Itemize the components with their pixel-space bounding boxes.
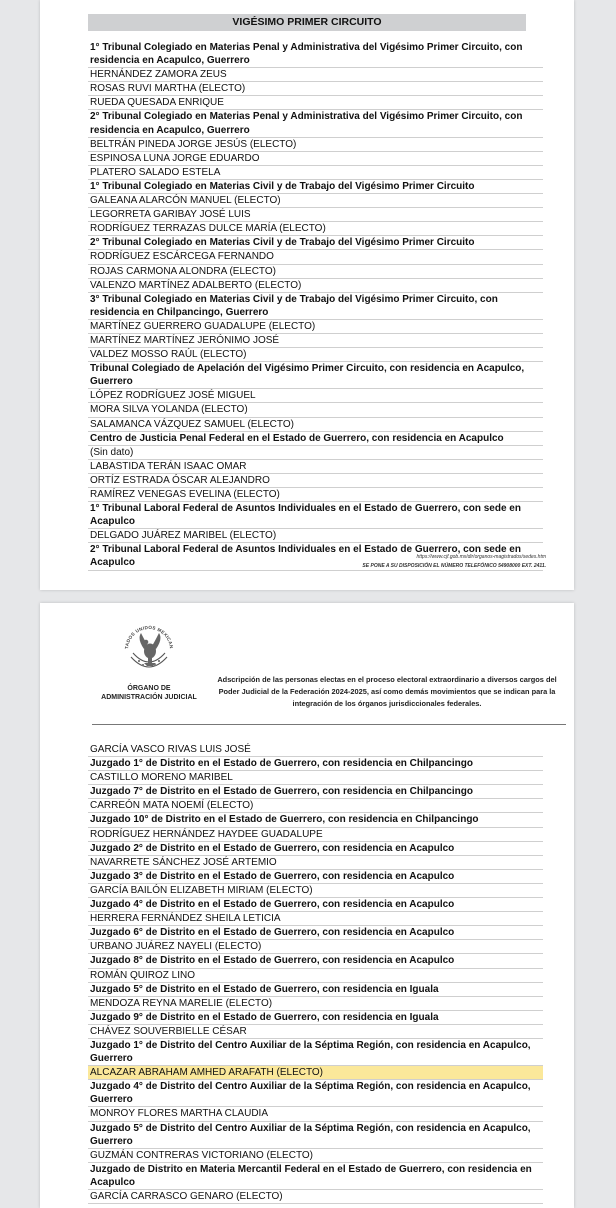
organization-name: ÓRGANO DE ADMINISTRACIÓN JUDICIAL xyxy=(101,685,197,701)
court-row: Tribunal Colegiado de Apelación del Vigésimo Primer Circuito, con residencia en Acapulco, Guerrero xyxy=(88,362,543,389)
court-row: 3° Tribunal Colegiado en Materias Civil y de Trabajo del Vigésimo Primer Circuito, con residencia en Chilpancingo, Guerrero xyxy=(88,293,543,320)
institution-logo xyxy=(96,619,202,702)
name-row: GARCÍA BAILÓN ELIZABETH MIRIAM (ELECTO) xyxy=(88,884,543,898)
name-row: HERNÁNDEZ ZAMORA ZEUS xyxy=(88,68,543,82)
name-row: MORA SILVA YOLANDA (ELECTO) xyxy=(88,403,543,417)
name-row: PLATERO SALADO ESTELA xyxy=(88,166,543,180)
name-row: RAMÍREZ VENEGAS EVELINA (ELECTO) xyxy=(88,488,543,502)
court-row: Juzgado 2° de Distrito en el Estado de Guerrero, con residencia en Acapulco xyxy=(88,842,543,856)
name-row: MARTÍNEZ GUERRERO GUADALUPE (ELECTO) xyxy=(88,320,543,334)
page-footer xyxy=(362,553,546,571)
footer-url: https://www.cjf.gob.mx/dir/organos-magistrados/sedes.htm xyxy=(416,554,546,560)
name-row: RODRÍGUEZ HERNÁNDEZ HAYDEE GUADALUPE xyxy=(88,828,543,842)
name-row: BELTRÁN PINEDA JORGE JESÚS (ELECTO) xyxy=(88,138,543,152)
name-row: LÓPEZ RODRÍGUEZ JOSÉ MIGUEL xyxy=(88,389,543,403)
court-row: Juzgado 10° de Distrito en el Estado de Guerrero, con residencia en Chilpancingo xyxy=(88,813,543,827)
name-row: RUEDA QUESADA ENRIQUE xyxy=(88,96,543,110)
name-row: URBANO JUÁREZ NAYELI (ELECTO) xyxy=(88,940,543,954)
name-row: HERRERA FERNÁNDEZ SHEILA LETICIA xyxy=(88,912,543,926)
name-row: RODRÍGUEZ TERRAZAS DULCE MARÍA (ELECTO) xyxy=(88,222,543,236)
court-row: Juzgado 1° de Distrito en el Estado de Guerrero, con residencia en Chilpancingo xyxy=(88,757,543,771)
name-row: LABASTIDA TERÁN ISAAC OMAR xyxy=(88,460,543,474)
name-row: CARREÓN MATA NOEMÍ (ELECTO) xyxy=(88,799,543,813)
name-row: RODRÍGUEZ ESCÁRCEGA FERNANDO xyxy=(88,250,543,264)
name-row: DELGADO JUÁREZ MARIBEL (ELECTO) xyxy=(88,529,543,543)
court-row: Juzgado 4° de Distrito del Centro Auxiliar de la Séptima Región, con residencia en Acapulco, Guerrero xyxy=(88,1080,543,1107)
document-page-1 xyxy=(40,0,574,590)
name-row: GARCÍA CARRASCO GENARO (ELECTO) xyxy=(88,1190,543,1204)
assignment-list xyxy=(88,743,543,1204)
court-row: Juzgado de Distrito en Materia Mercantil Federal en el Estado de Guerrero, con residencia en Acapulco xyxy=(88,1163,543,1190)
name-row: VALDEZ MOSSO RAÚL (ELECTO) xyxy=(88,348,543,362)
court-row: Juzgado 4° de Distrito en el Estado de Guerrero, con residencia en Acapulco xyxy=(88,898,543,912)
court-row: Juzgado 1° de Distrito del Centro Auxiliar de la Séptima Región, con residencia en Acapulco, Guerrero xyxy=(88,1039,543,1066)
name-row: MONROY FLORES MARTHA CLAUDIA xyxy=(88,1107,543,1121)
footer-note: SE PONE A SU DISPOSICIÓN EL NÚMERO TELEFÓNICO 54908000 EXT. 2411. xyxy=(362,563,546,569)
document-title: Adscripción de las personas electas en el proceso electoral extraordinario a diversos cargos del Poder Judicial de la Federación 2024-2025, así como demás movimientos que se indican para la integración de los órganos jurisdiccionales federales. xyxy=(217,675,557,708)
name-row: CASTILLO MORENO MARIBEL xyxy=(88,771,543,785)
court-row: 1° Tribunal Colegiado en Materias Civil y de Trabajo del Vigésimo Primer Circuito xyxy=(88,180,543,194)
name-row: MARTÍNEZ MARTÍNEZ JERÓNIMO JOSÉ xyxy=(88,334,543,348)
section-title: VIGÉSIMO PRIMER CIRCUITO xyxy=(88,14,526,31)
name-row: NAVARRETE SÁNCHEZ JOSÉ ARTEMIO xyxy=(88,856,543,870)
name-row: ROMÁN QUIROZ LINO xyxy=(88,969,543,983)
highlighted-name-row: ALCAZAR ABRAHAM AMHED ARAFATH (ELECTO) xyxy=(88,1066,543,1080)
name-row: VALENZO MARTÍNEZ ADALBERTO (ELECTO) xyxy=(88,279,543,293)
court-row: 2° Tribunal Colegiado en Materias Civil y de Trabajo del Vigésimo Primer Circuito xyxy=(88,236,543,250)
assignment-list xyxy=(88,41,543,571)
name-row: CHÁVEZ SOUVERBIELLE CÉSAR xyxy=(88,1025,543,1039)
seal-text: TADOS UNIDOS MEXICAN xyxy=(123,624,175,650)
name-row: GUZMÁN CONTRERAS VICTORIANO (ELECTO) xyxy=(88,1149,543,1163)
name-row: ESPINOSA LUNA JORGE EDUARDO xyxy=(88,152,543,166)
court-row: Juzgado 9° de Distrito en el Estado de Guerrero, con residencia en Iguala xyxy=(88,1011,543,1025)
court-row: Juzgado 7° de Distrito en el Estado de Guerrero, con residencia en Chilpancingo xyxy=(88,785,543,799)
name-row: ROSAS RUVI MARTHA (ELECTO) xyxy=(88,82,543,96)
name-row: (Sin dato) xyxy=(88,446,543,460)
header-divider xyxy=(92,724,566,725)
court-row: Juzgado 5° de Distrito en el Estado de Guerrero, con residencia en Iguala xyxy=(88,983,543,997)
court-row: Juzgado 8° de Distrito en el Estado de Guerrero, con residencia en Acapulco xyxy=(88,954,543,968)
court-row: 2° Tribunal Laboral Federal de Asuntos Individuales en el Estado de Guerrero, con sede en Acapulco xyxy=(88,543,543,570)
coat-of-arms-icon xyxy=(119,619,179,679)
court-row: 2° Tribunal Colegiado en Materias Penal y Administrativa del Vigésimo Primer Circuito, con residencia en Acapulco, Guerrero xyxy=(88,110,543,137)
name-row: SALAMANCA VÁZQUEZ SAMUEL (ELECTO) xyxy=(88,418,543,432)
name-row: LEGORRETA GARIBAY JOSÉ LUIS xyxy=(88,208,543,222)
court-row: Centro de Justicia Penal Federal en el Estado de Guerrero, con residencia en Acapulco xyxy=(88,432,543,446)
document-page-2 xyxy=(40,603,574,1208)
court-row: Juzgado 6° de Distrito en el Estado de Guerrero, con residencia en Acapulco xyxy=(88,926,543,940)
court-row: 1° Tribunal Colegiado en Materias Penal y Administrativa del Vigésimo Primer Circuito, con residencia en Acapulco, Guerrero xyxy=(88,41,543,68)
name-row: GARCÍA VASCO RIVAS LUIS JOSÉ xyxy=(88,743,543,757)
name-row: ROJAS CARMONA ALONDRA (ELECTO) xyxy=(88,265,543,279)
name-row: GALEANA ALARCÓN MANUEL (ELECTO) xyxy=(88,194,543,208)
court-row: 1° Tribunal Laboral Federal de Asuntos Individuales en el Estado de Guerrero, con sede en Acapulco xyxy=(88,502,543,529)
court-row: Juzgado 5° de Distrito del Centro Auxiliar de la Séptima Región, con residencia en Acapulco, Guerrero xyxy=(88,1122,543,1149)
court-row: Juzgado 3° de Distrito en el Estado de Guerrero, con residencia en Acapulco xyxy=(88,870,543,884)
name-row: MENDOZA REYNA MARELIE (ELECTO) xyxy=(88,997,543,1011)
name-row: ORTÍZ ESTRADA ÓSCAR ALEJANDRO xyxy=(88,474,543,488)
